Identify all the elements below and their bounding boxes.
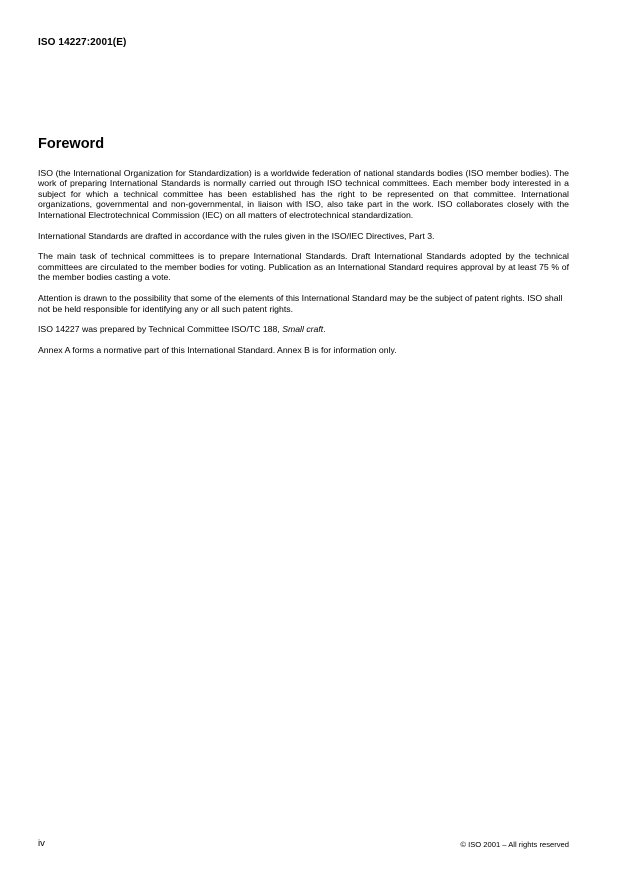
paragraph-annexes: Annex A forms a normative part of this International Standard. Annex B is for information only. xyxy=(38,345,397,356)
section-title: Foreword xyxy=(38,136,105,152)
document-id-header: ISO 14227:2001(E) xyxy=(38,37,127,48)
paragraph-technical-committees: The main task of technical committees is to prepare International Standards. Draft International Standards adopted by the technical committees are circulated to the member bodies for voting. Publication as an International Standard requires approval by at least 75 % of the member bodies casting a vote. xyxy=(38,251,569,283)
paragraph-prepared-by xyxy=(38,324,569,334)
paragraph-iso-federation: ISO (the International Organization for Standardization) is a worldwide federation of national standards bodies (ISO member bodies). The work of preparing International Standards is normally carried out through ISO technical committees. Each member body interested in a subject for which a technical committee has been established has the right to be represented on that committee. International organizations, governmental and non-governmental, in liaison with ISO, also take part in the work. ISO collaborates closely with the International Electrotechnical Commission (IEC) on all matters of electrotechnical standardization. xyxy=(38,168,569,220)
paragraph-directives: International Standards are drafted in accordance with the rules given in the ISO/IEC Directives, Part 3. xyxy=(38,230,435,241)
page-number: iv xyxy=(38,838,45,849)
foreword-body xyxy=(38,168,569,366)
prepared-by-period: . xyxy=(323,324,326,335)
prepared-by-text: ISO 14227 was prepared by Technical Committee ISO/TC 188, xyxy=(38,324,283,335)
committee-name: Small craft xyxy=(282,324,324,335)
paragraph-patent-rights: Attention is drawn to the possibility that some of the elements of this International Standard may be the subject of patent rights. ISO shall not be held responsible for identifying any or all such patent rights. xyxy=(38,293,563,314)
copyright-notice: © ISO 2001 – All rights reserved xyxy=(460,840,569,849)
